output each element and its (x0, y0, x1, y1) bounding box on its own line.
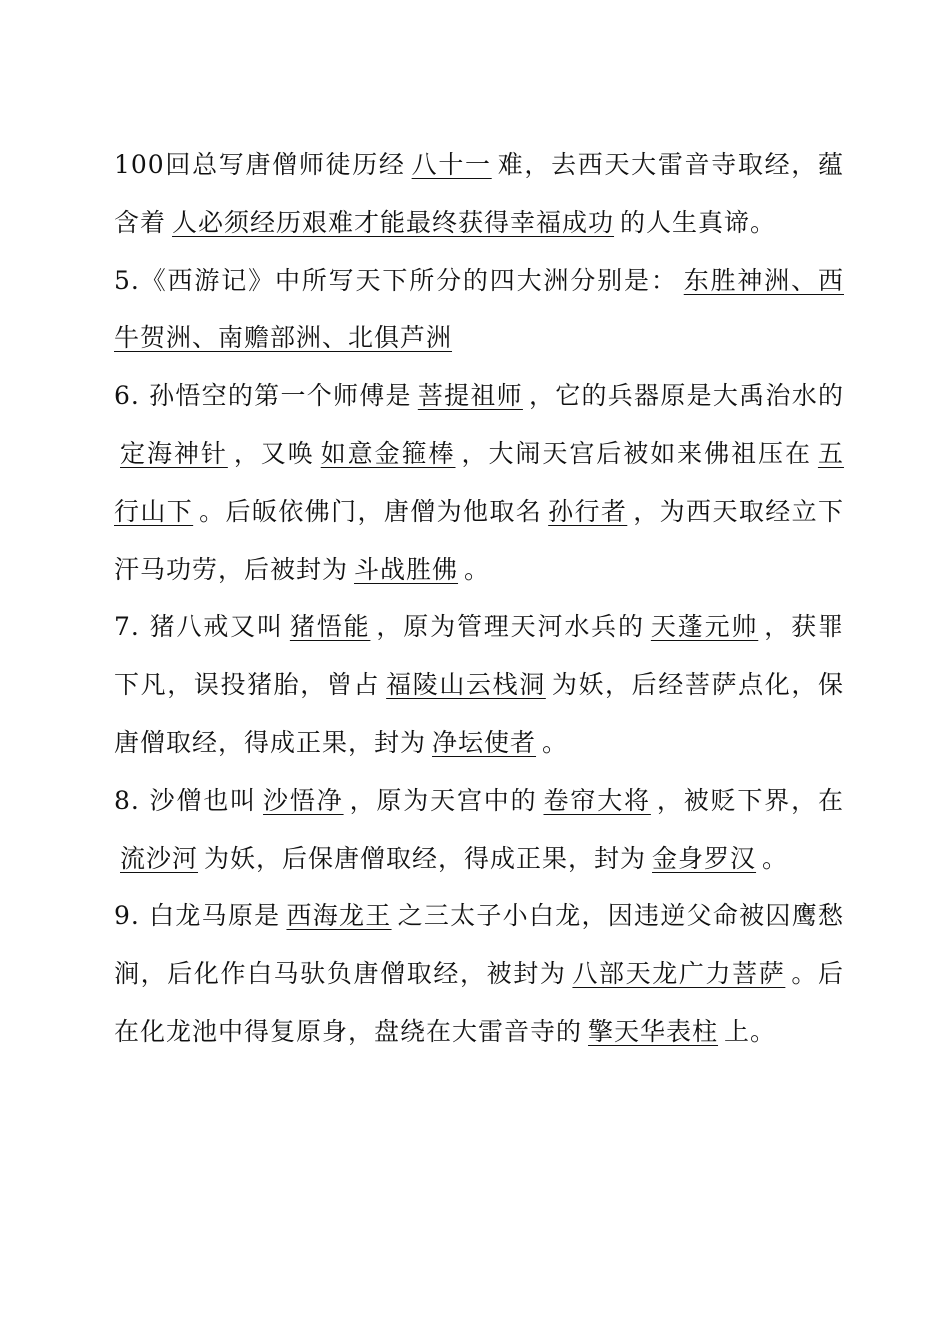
question-text: 难，去西天大雷音寺取经，蕴含着 (114, 150, 844, 237)
question-text: 100回总写唐僧师徒历经 (114, 150, 406, 179)
answer-blank: 流沙河 (120, 843, 199, 873)
answer-blank: 八部天龙广力菩萨 (572, 959, 786, 989)
answer-blank: 定海神针 (120, 438, 228, 468)
answer-blank: 八十一 (411, 150, 492, 179)
question-text: 5.《西游记》中所写天下所分的四大洲分别是： (114, 265, 678, 295)
answer-blank: 净坛使者 (432, 727, 537, 757)
question-6 (114, 367, 844, 598)
answer-blank: 猪悟能 (289, 612, 371, 642)
worksheet-text (114, 136, 844, 1061)
answer-blank: 斗战胜佛 (354, 554, 459, 584)
question-text: ，又唤 (233, 438, 315, 468)
question-8 (114, 772, 844, 888)
question-text: 的人生真谛。 (620, 207, 777, 237)
question-text: ，为西天取经立下汗马功劳，后被封为 (114, 496, 844, 584)
answer-blank: 东胜神洲、西牛贺洲、南赡部洲、北俱芦洲 (114, 265, 844, 353)
question-text: 为妖，后保唐僧取经，得成正果，封为 (204, 843, 647, 873)
answer-blank: 沙悟净 (263, 785, 344, 815)
question-text: ，被贬下界，在 (656, 785, 844, 815)
question-text: 。后在化龙池中得复原身，盘绕在大雷音寺的 (114, 959, 844, 1046)
answer-blank: 人必须经历艰难才能最终获得幸福成功 (172, 207, 615, 237)
question-text: 6. 孙悟空的第一个师傅是 (114, 381, 412, 411)
paragraph-summary (114, 136, 844, 252)
question-text: ，大闹天宫后被如来佛祖压在 (461, 438, 812, 468)
question-text: 。 (464, 554, 491, 584)
question-text: 为妖，后经菩萨点化，保唐僧取经，得成正果，封为 (114, 670, 844, 757)
answer-blank: 孙行者 (548, 496, 628, 526)
answer-blank: 福陵山云栈洞 (386, 670, 546, 700)
answer-blank: 天蓬元帅 (650, 612, 759, 642)
question-text: 。 (762, 843, 789, 873)
question-text: ，它的兵器原是大禹治水的 (528, 381, 844, 411)
question-text: 8. 沙僧也叫 (114, 785, 258, 815)
question-text: ，原为天宫中的 (349, 785, 538, 815)
answer-blank: 卷帘大将 (543, 785, 651, 815)
question-7 (114, 598, 844, 771)
question-9 (114, 887, 844, 1060)
answer-blank: 擎天华表柱 (588, 1016, 719, 1046)
question-text: 上。 (724, 1016, 777, 1046)
answer-blank: 西海龙王 (286, 901, 392, 931)
question-text: 7. 猪八戒又叫 (114, 612, 284, 642)
question-5 (114, 252, 844, 368)
question-text: 。后皈依佛门，唐僧为他取名 (199, 496, 543, 526)
answer-blank: 金身罗汉 (652, 843, 757, 873)
question-text: 之三太子小白龙，因违逆父命被囚鹰愁涧，后化作白马驮负唐僧取经，被封为 (114, 901, 844, 989)
question-text: 9. 白龙马原是 (114, 901, 281, 931)
question-text: ，原为管理天河水兵的 (376, 612, 645, 642)
question-text: ，获罪下凡，误投猪胎，曾占 (114, 612, 844, 700)
answer-blank: 五行山下 (114, 438, 844, 526)
answer-blank: 菩提祖师 (417, 381, 523, 411)
question-text: 。 (542, 727, 569, 757)
answer-blank: 如意金箍棒 (320, 438, 456, 468)
